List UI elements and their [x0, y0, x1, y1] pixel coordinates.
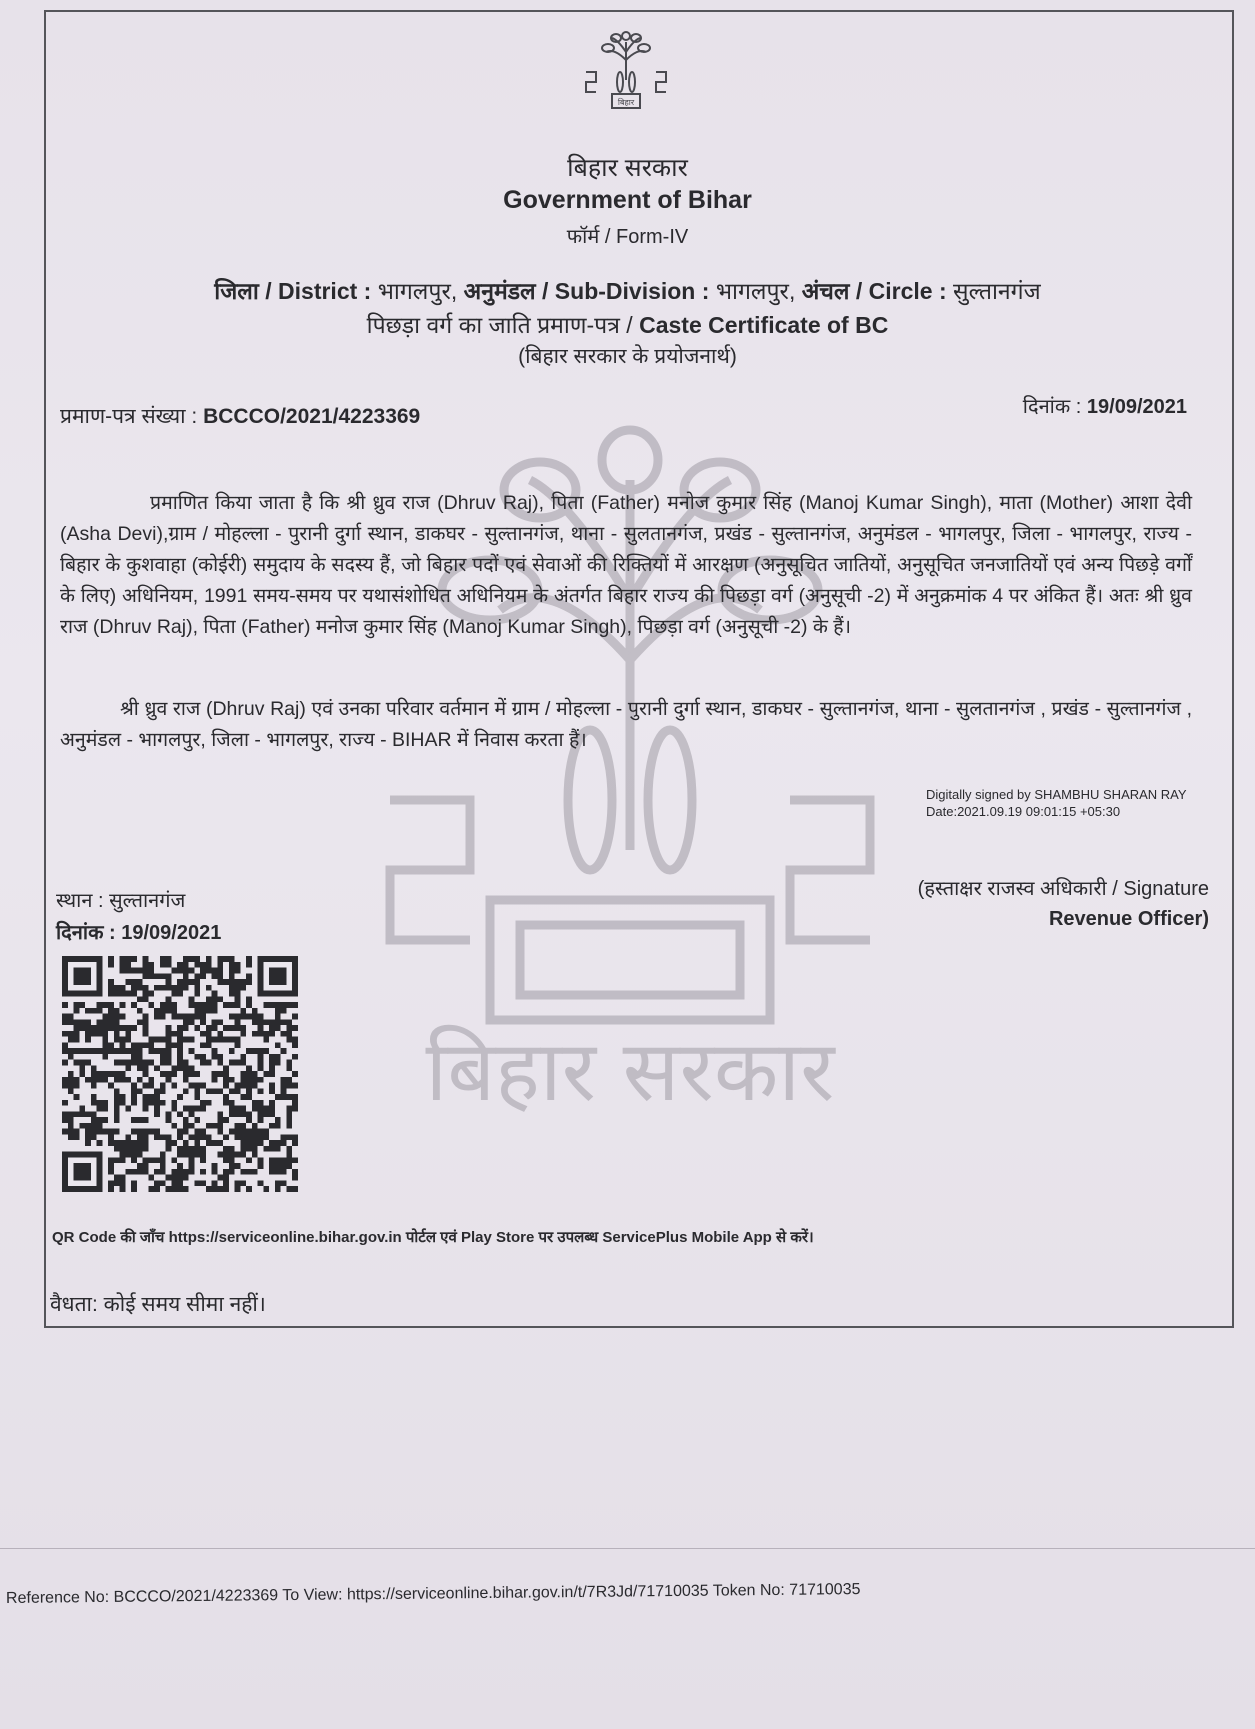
- digital-signature-signer: Digitally signed by SHAMBHU SHARAN RAY: [926, 787, 1187, 802]
- place-label: स्थान :: [56, 890, 104, 912]
- svg-text:बिहार सरकार: बिहार सरकार: [425, 1022, 835, 1120]
- issue-date-label: दिनांक :: [56, 922, 116, 944]
- certificate-number-value: BCCCO/2021/4223369: [203, 405, 421, 428]
- title-english: Government of Bihar: [503, 186, 752, 214]
- qr-code-icon: [58, 956, 302, 1192]
- circle-value: सुल्तानगंज: [953, 278, 1041, 304]
- certificate-date-value: 19/09/2021: [1086, 396, 1187, 418]
- footer-divider: [0, 1548, 1255, 1549]
- certification-paragraph: प्रमाणित किया जाता है कि श्री ध्रुव राज (Dhruv Raj), पिता (Father) मनोज कुमार सिंह (Manoj Kumar Singh), माता (Mother) आशा देवी (Asha Devi),ग्राम / मोहल्ला - पुरानी दुर्गा स्थान, डाकघर - सुल्तानगंज, थाना - सुलतानगंज, प्रखंड - सुल्तानगंज, अनुमंडल - भागलपुर, जिला - भागलपुर, राज्य - बिहार के कुशवाहा (कोईरी) समुदाय के सदस्य हैं, जो बिहार पदों एवं सेवाओं की रिक्तियों में आरक्षण (अनुसूचित जातियों, अनुसूचित जनजातियों एवं अन्य पिछड़े वर्गों के लिए) अधिनियम, 1991 समय-समय पर यथासंशोधित अधिनियम के अंतर्गत बिहार राज्य की पिछड़ा वर्ग (अनुसूची -2) में अनुक्रमांक 4 पर अंकित हैं। अतः श्री ध्रुव राज (Dhruv Raj), पिता (Father) मनोज कुमार सिंह (Manoj Kumar Singh), पिछड़ा वर्ग (अनुसूची -2) के हैं।: [60, 492, 1192, 638]
- issue-date-value: 19/09/2021: [121, 922, 222, 944]
- place: [56, 886, 185, 913]
- certificate-number-label: प्रमाण-पत्र संख्या :: [60, 405, 198, 428]
- issue-date: [56, 918, 221, 945]
- certificate-purpose: (बिहार सरकार के प्रयोजनार्थ): [518, 345, 737, 368]
- residence-paragraph: श्री ध्रुव राज (Dhruv Raj) एवं उनका परिवार वर्तमान में ग्राम / मोहल्ला - पुरानी दुर्गा स्थान, डाकघर - सुल्तानगंज, थाना - सुलतानगंज , प्रखंड - सुल्तानगंज , अनुमंडल - भागलपुर, जिला - भागलपुर, राज्य - BIHAR में निवास करता हैं।: [60, 698, 1192, 751]
- digital-signature-date: Date:2021.09.19 09:01:15 +05:30: [926, 804, 1121, 819]
- title-hindi: बिहार सरकार: [567, 154, 688, 182]
- circle-label: अंचल / Circle :: [801, 278, 947, 304]
- signature-title-line2: Revenue Officer): [1048, 908, 1209, 930]
- validity-note: वैधता: कोई समय सीमा नहीं।: [50, 1293, 266, 1316]
- reference-line: Reference No: BCCCO/2021/4223369 To View: https://serviceonline.bihar.gov.in/t/7R3Jd/71710035 Token No: 71710035: [5, 1581, 861, 1607]
- digital-signature: [926, 786, 1187, 820]
- certificate-type-english: Caste Certificate of BC: [639, 312, 889, 338]
- form-number: फॉर्म / Form-IV: [566, 226, 689, 248]
- subdivision-value: भागलपुर,: [715, 278, 796, 304]
- district-line: [0, 274, 1255, 306]
- certificate-number: [60, 402, 420, 430]
- certificate-date-label: दिनांक :: [1022, 396, 1082, 418]
- district-label: जिला / District :: [214, 278, 372, 304]
- district-value: भागलपुर,: [377, 278, 458, 304]
- signature-block: [918, 874, 1209, 934]
- certificate-type-hindi: पिछड़ा वर्ग का जाति प्रमाण-पत्र /: [366, 312, 633, 338]
- certificate-type: [0, 308, 1255, 340]
- certificate-date: [1023, 392, 1187, 419]
- place-value: सुल्तानगंज: [109, 890, 186, 912]
- svg-text:बिहार: बिहार: [617, 98, 635, 107]
- signature-title-line1: (हस्ताक्षर राजस्व अधिकारी / Signature: [917, 878, 1209, 900]
- bihar-emblem-icon: [576, 30, 676, 126]
- qr-verification-note: QR Code की जाँच https://serviceonline.bihar.gov.in पोर्टल एवं Play Store पर उपलब्ध ServicePlus Mobile App से करें।: [52, 1229, 814, 1246]
- subdivision-label: अनुमंडल / Sub-Division :: [463, 278, 710, 304]
